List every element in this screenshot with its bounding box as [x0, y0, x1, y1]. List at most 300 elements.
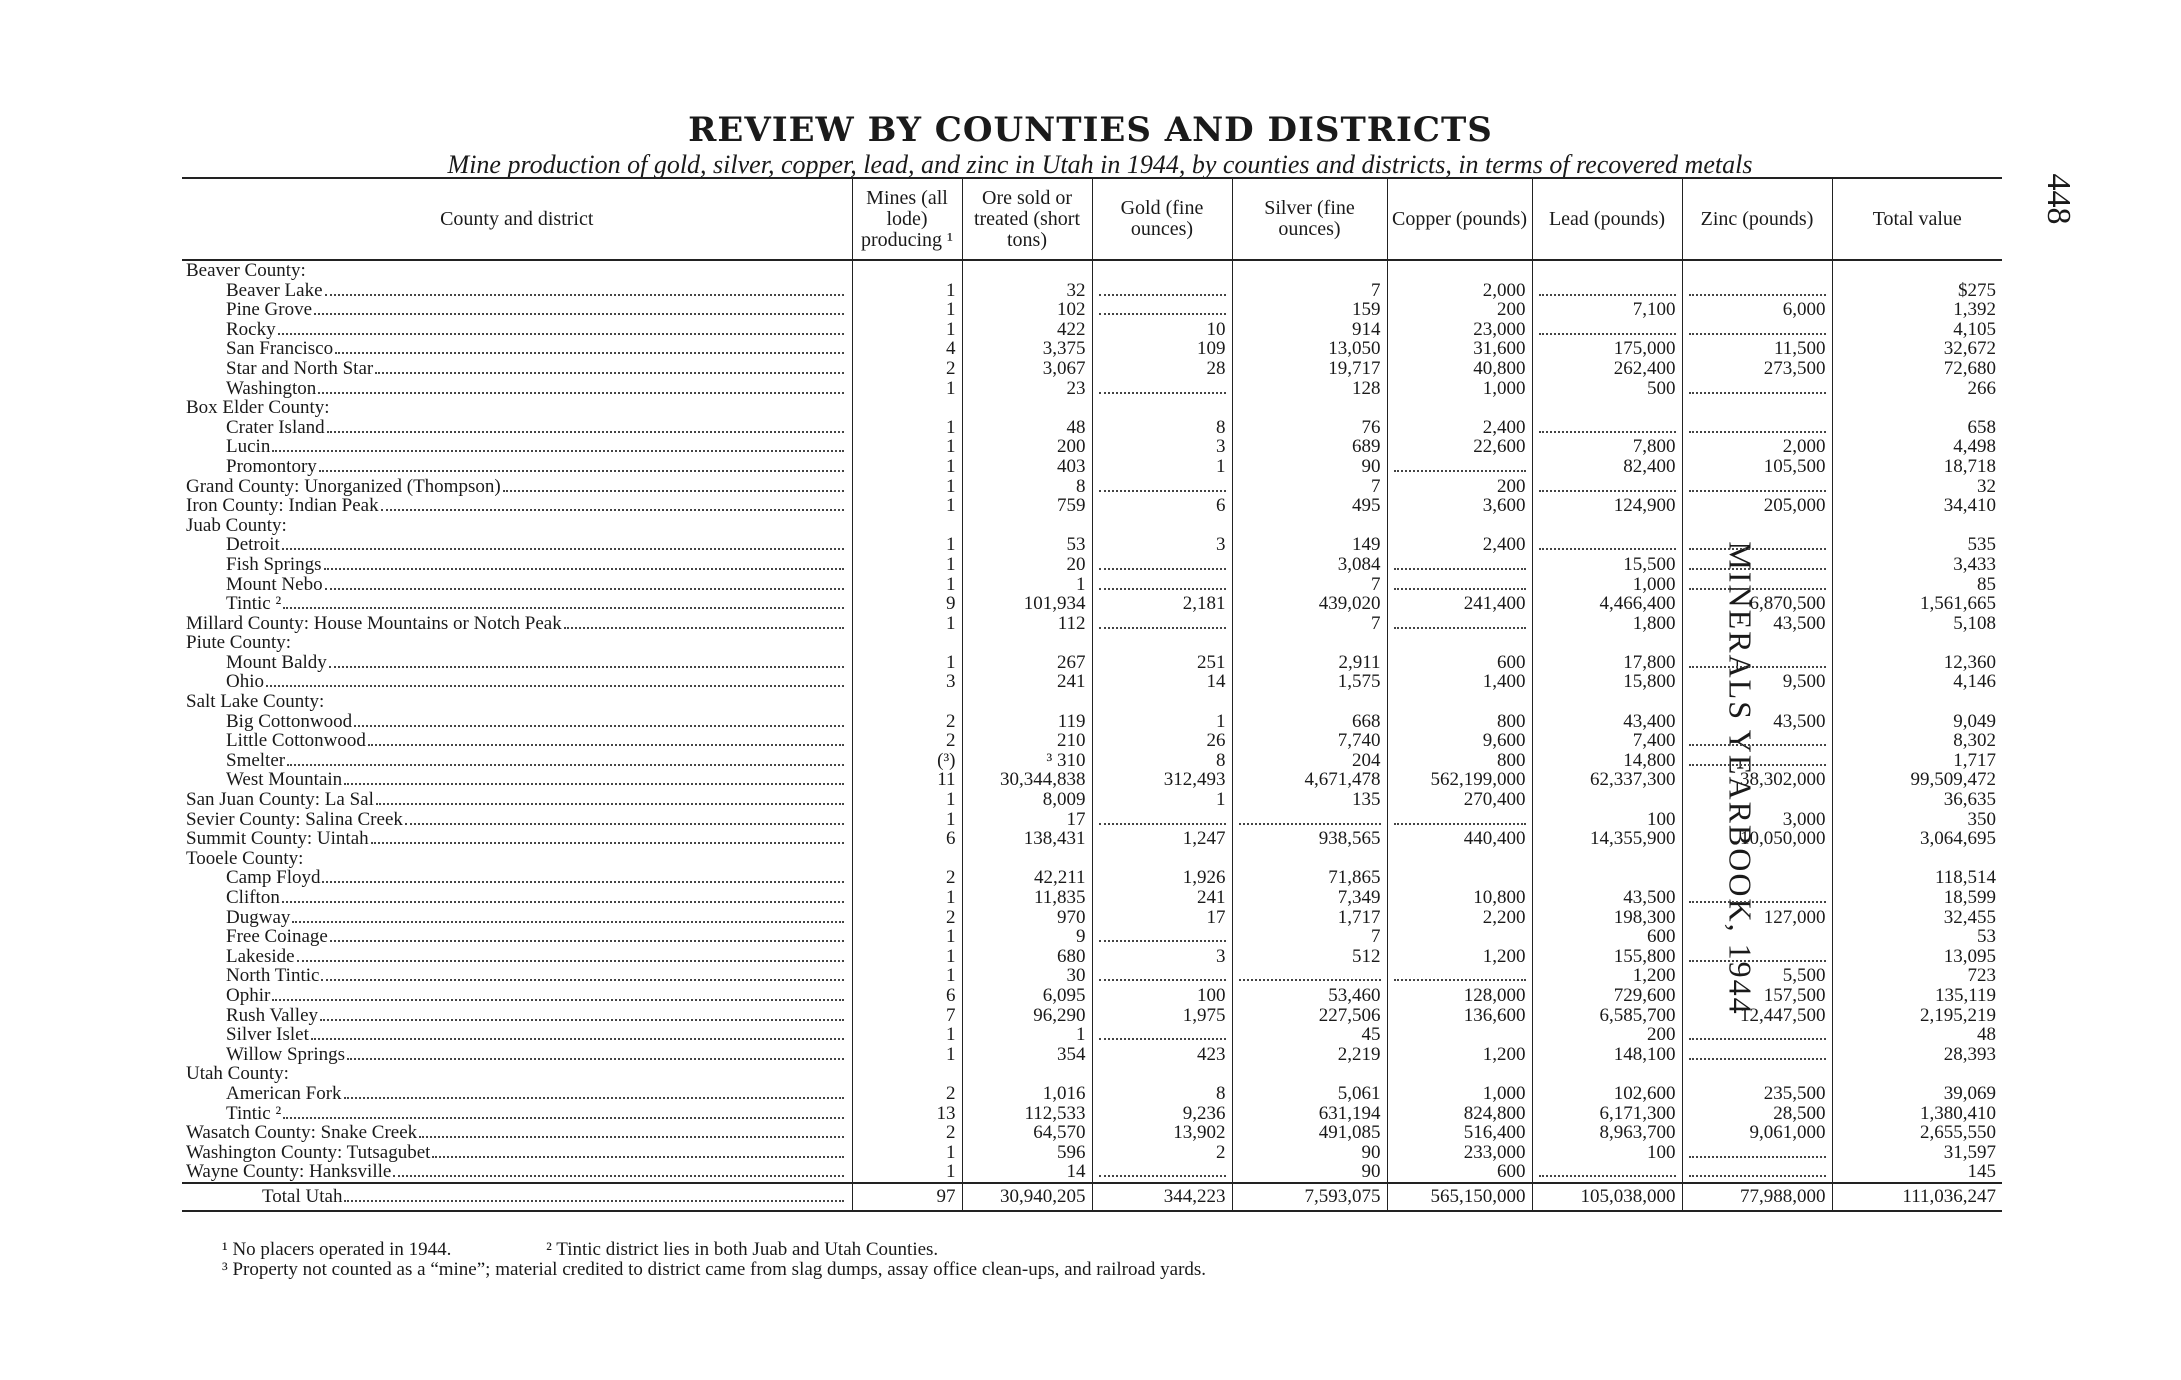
cell-lead: 6,585,700: [1532, 1006, 1682, 1026]
empty-dash: [1539, 324, 1676, 335]
empty-dash: [1099, 1029, 1226, 1040]
cell-silver: [1232, 633, 1387, 653]
cell-total: 32: [1832, 477, 2002, 497]
col-header-ore: Ore sold or treated (short tons): [962, 179, 1092, 260]
cell-ore: 759: [962, 496, 1092, 516]
cell-gold: [1092, 260, 1232, 281]
cell-gold: 251: [1092, 653, 1232, 673]
cell-mines: 1: [852, 300, 962, 320]
table-row: [182, 614, 2002, 634]
empty-dash: [1239, 970, 1381, 981]
empty-dash: [1689, 579, 1826, 590]
row-name: Promontory: [226, 456, 317, 477]
cell-copper: [1387, 966, 1532, 986]
table-row: [182, 300, 2002, 320]
cell-gold: [1092, 1064, 1232, 1084]
leader-dots: [282, 901, 844, 903]
cell-total: 34,410: [1832, 496, 2002, 516]
cell-ore: 138,431: [962, 829, 1092, 849]
empty-dash: [1394, 618, 1526, 629]
cell-total: 658: [1832, 418, 2002, 438]
cell-mines: 2: [852, 731, 962, 751]
cell-total: 3,433: [1832, 555, 2002, 575]
cell-zinc: [1682, 692, 1832, 712]
cell-mines: 97: [852, 1183, 962, 1211]
cell-copper: [1387, 516, 1532, 536]
cell-ore: 970: [962, 908, 1092, 928]
cell-mines: 1: [852, 927, 962, 947]
cell-zinc: [1682, 849, 1832, 869]
cell-mines: 1: [852, 1045, 962, 1065]
table-row: [182, 908, 2002, 928]
leader-dots: [344, 1200, 843, 1202]
cell-silver: 689: [1232, 437, 1387, 457]
cell-silver: 491,085: [1232, 1123, 1387, 1143]
cell-total: 13,095: [1832, 947, 2002, 967]
cell-zinc: [1682, 653, 1832, 673]
footnotes: [222, 1240, 1922, 1280]
cell-copper: 1,200: [1387, 1045, 1532, 1065]
cell-total: [1832, 516, 2002, 536]
cell-total: 32,455: [1832, 908, 2002, 928]
empty-dash: [1099, 559, 1226, 570]
cell-copper: [1387, 614, 1532, 634]
cell-zinc: 9,061,000: [1682, 1123, 1832, 1143]
cell-copper: 565,150,000: [1387, 1183, 1532, 1211]
cell-zinc: [1682, 477, 1832, 497]
cell-zinc: [1682, 418, 1832, 438]
cell-ore: [962, 260, 1092, 281]
cell-mines: 6: [852, 829, 962, 849]
cell-copper: 9,600: [1387, 731, 1532, 751]
cell-ore: 112: [962, 614, 1092, 634]
cell-lead: [1532, 633, 1682, 653]
table-row: [182, 260, 2002, 281]
running-head: MINERALS YEARBOOK, 1944: [1722, 541, 1759, 1016]
cell-zinc: 43,500: [1682, 614, 1832, 634]
cell-copper: 440,400: [1387, 829, 1532, 849]
cell-copper: 562,199,000: [1387, 770, 1532, 790]
cell-gold: [1092, 692, 1232, 712]
empty-dash: [1394, 579, 1526, 590]
cell-mines: 1: [852, 437, 962, 457]
cell-mines: 1: [852, 1162, 962, 1183]
cell-total: 266: [1832, 379, 2002, 399]
row-name: Detroit: [226, 535, 280, 555]
cell-gold: 3: [1092, 947, 1232, 967]
cell-lead: 7,100: [1532, 300, 1682, 320]
cell-ore: 200: [962, 437, 1092, 457]
cell-ore: [962, 692, 1092, 712]
cell-zinc: 127,000: [1682, 908, 1832, 928]
total-row: [182, 1183, 2002, 1211]
cell-ore: 11,835: [962, 888, 1092, 908]
footnote-1: ¹ No placers operated in 1944.: [222, 1239, 452, 1260]
row-name: Beaver Lake: [226, 280, 323, 301]
cell-silver: 439,020: [1232, 594, 1387, 614]
cell-total: [1832, 1064, 2002, 1084]
cell-ore: 32: [962, 281, 1092, 301]
cell-ore: 119: [962, 712, 1092, 732]
cell-gold: [1092, 281, 1232, 301]
cell-gold: [1092, 633, 1232, 653]
empty-dash: [1539, 285, 1676, 296]
table-row: [182, 516, 2002, 536]
table-row: [182, 1006, 2002, 1026]
cell-mines: 2: [852, 712, 962, 732]
row-name: Little Cottonwood: [226, 731, 366, 751]
cell-gold: 109: [1092, 339, 1232, 359]
cell-zinc: [1682, 868, 1832, 888]
cell-mines: 1: [852, 790, 962, 810]
cell-silver: [1232, 398, 1387, 418]
cell-silver: [1232, 849, 1387, 869]
cell-zinc: [1682, 633, 1832, 653]
cell-silver: 3,084: [1232, 555, 1387, 575]
table-row: [182, 849, 2002, 869]
leader-dots: [393, 1175, 843, 1177]
cell-copper: 824,800: [1387, 1104, 1532, 1124]
cell-zinc: [1682, 751, 1832, 771]
cell-gold: 1,926: [1092, 868, 1232, 888]
cell-copper: 600: [1387, 1162, 1532, 1183]
cell-mines: 2: [852, 868, 962, 888]
cell-silver: 7,740: [1232, 731, 1387, 751]
empty-dash: [1689, 1147, 1826, 1158]
cell-mines: 1: [852, 320, 962, 340]
row-name: Camp Floyd: [226, 868, 321, 888]
cell-mines: 1: [852, 1025, 962, 1045]
cell-total: 8,302: [1832, 731, 2002, 751]
cell-silver: 227,506: [1232, 1006, 1387, 1026]
leader-dots: [371, 842, 844, 844]
leader-dots: [322, 881, 843, 883]
cell-silver: 7: [1232, 575, 1387, 595]
cell-total: 2,195,219: [1832, 1006, 2002, 1026]
cell-gold: 2: [1092, 1143, 1232, 1163]
cell-copper: [1387, 692, 1532, 712]
leader-dots: [347, 1058, 843, 1060]
cell-total: [1832, 849, 2002, 869]
row-name: Sevier County: Salina Creek: [186, 809, 403, 830]
cell-gold: 1: [1092, 712, 1232, 732]
cell-mines: 1: [852, 477, 962, 497]
cell-silver: 668: [1232, 712, 1387, 732]
leader-dots: [344, 783, 843, 785]
cell-mines: 1: [852, 947, 962, 967]
cell-mines: 1: [852, 379, 962, 399]
cell-zinc: 77,988,000: [1682, 1183, 1832, 1211]
cell-ore: 30: [962, 966, 1092, 986]
cell-gold: [1092, 516, 1232, 536]
cell-silver: 512: [1232, 947, 1387, 967]
leader-dots: [283, 607, 843, 609]
cell-mines: 2: [852, 1123, 962, 1143]
cell-ore: 267: [962, 653, 1092, 673]
cell-gold: 344,223: [1092, 1183, 1232, 1211]
row-name: Big Cottonwood: [226, 711, 353, 732]
cell-ore: 102: [962, 300, 1092, 320]
cell-total: 4,498: [1832, 437, 2002, 457]
cell-copper: [1387, 633, 1532, 653]
cell-copper: 2,400: [1387, 535, 1532, 555]
cell-lead: [1532, 418, 1682, 438]
row-name: North Tintic: [226, 966, 320, 986]
cell-total: 18,718: [1832, 457, 2002, 477]
table-row: [182, 1162, 2002, 1183]
leader-dots: [344, 1097, 844, 1099]
cell-copper: 10,800: [1387, 888, 1532, 908]
empty-dash: [1099, 1166, 1226, 1177]
table-row: [182, 1045, 2002, 1065]
table-row: [182, 770, 2002, 790]
cell-silver: 53,460: [1232, 986, 1387, 1006]
cell-lead: 43,500: [1532, 888, 1682, 908]
cell-zinc: [1682, 947, 1832, 967]
table-row: [182, 555, 2002, 575]
cell-copper: 600: [1387, 653, 1532, 673]
table-row: [182, 653, 2002, 673]
cell-copper: 1,000: [1387, 379, 1532, 399]
cell-zinc: 2,000: [1682, 437, 1832, 457]
table-row: [182, 398, 2002, 418]
leader-dots: [376, 803, 844, 805]
cell-lead: [1532, 260, 1682, 281]
cell-lead: 4,466,400: [1532, 594, 1682, 614]
cell-lead: 100: [1532, 810, 1682, 830]
cell-gold: 8: [1092, 751, 1232, 771]
cell-gold: [1092, 300, 1232, 320]
leader-dots: [320, 1019, 843, 1021]
cell-zinc: 3,000: [1682, 810, 1832, 830]
cell-mines: [852, 1064, 962, 1084]
cell-ore: 680: [962, 947, 1092, 967]
leader-dots: [405, 823, 844, 825]
leader-dots: [419, 1136, 843, 1138]
cell-gold: 241: [1092, 888, 1232, 908]
row-name: Mount Baldy: [226, 652, 327, 673]
cell-ore: 1: [962, 1025, 1092, 1045]
cell-gold: 17: [1092, 908, 1232, 928]
leader-dots: [329, 666, 844, 668]
cell-gold: [1092, 849, 1232, 869]
cell-silver: 159: [1232, 300, 1387, 320]
cell-copper: 31,600: [1387, 339, 1532, 359]
cell-lead: [1532, 535, 1682, 555]
table-row: [182, 1064, 2002, 1084]
row-name: Rocky: [226, 319, 276, 340]
cell-mines: 1: [852, 535, 962, 555]
cell-total: 39,069: [1832, 1084, 2002, 1104]
cell-total: 31,597: [1832, 1143, 2002, 1163]
empty-dash: [1689, 735, 1826, 746]
empty-dash: [1239, 814, 1381, 825]
cell-gold: 1: [1092, 790, 1232, 810]
cell-lead: 6,171,300: [1532, 1104, 1682, 1124]
cell-lead: 1,200: [1532, 966, 1682, 986]
cell-gold: [1092, 398, 1232, 418]
cell-gold: 423: [1092, 1045, 1232, 1065]
cell-silver: 1,575: [1232, 672, 1387, 692]
row-name: Ohio: [226, 672, 264, 693]
cell-lead: 43,400: [1532, 712, 1682, 732]
row-name: Millard County: House Mountains or Notch Peak: [186, 613, 562, 634]
row-name: Wasatch County: Snake Creek: [186, 1123, 418, 1143]
row-name: San Francisco: [226, 339, 334, 359]
cell-ore: 30,344,838: [962, 770, 1092, 790]
cell-copper: 516,400: [1387, 1123, 1532, 1143]
empty-dash: [1689, 559, 1826, 570]
footnote-2: ² Tintic district lies in both Juab and Utah Counties.: [546, 1239, 939, 1260]
cell-copper: 40,800: [1387, 359, 1532, 379]
empty-dash: [1099, 579, 1226, 590]
cell-copper: 800: [1387, 751, 1532, 771]
cell-ore: 64,570: [962, 1123, 1092, 1143]
table-row: [182, 320, 2002, 340]
row-name: Grand County: Unorganized (Thompson): [186, 476, 501, 497]
cell-lead: [1532, 1162, 1682, 1183]
cell-mines: 2: [852, 908, 962, 928]
cell-silver: [1232, 810, 1387, 830]
cell-silver: 45: [1232, 1025, 1387, 1045]
leader-dots: [324, 568, 844, 570]
row-name: West Mountain: [226, 770, 343, 791]
cell-lead: 198,300: [1532, 908, 1682, 928]
cell-mines: 1: [852, 555, 962, 575]
cell-silver: [1232, 1064, 1387, 1084]
cell-mines: 7: [852, 1006, 962, 1026]
cell-silver: [1232, 966, 1387, 986]
cell-mines: 1: [852, 1143, 962, 1163]
cell-copper: [1387, 927, 1532, 947]
empty-dash: [1689, 657, 1826, 668]
table-row: [182, 281, 2002, 301]
row-name: Fish Springs: [226, 554, 322, 575]
table-body: [182, 260, 2002, 1211]
cell-gold: 6: [1092, 496, 1232, 516]
cell-silver: 7: [1232, 927, 1387, 947]
cell-lead: 15,500: [1532, 555, 1682, 575]
leader-dots: [319, 470, 844, 472]
cell-silver: 135: [1232, 790, 1387, 810]
cell-mines: 1: [852, 614, 962, 634]
cell-lead: 600: [1532, 927, 1682, 947]
row-name: Total Utah: [262, 1186, 343, 1208]
leader-dots: [297, 960, 844, 962]
table-row: [182, 1143, 2002, 1163]
empty-dash: [1689, 422, 1826, 433]
cell-silver: 7,349: [1232, 888, 1387, 908]
cell-mines: 1: [852, 418, 962, 438]
table-row: [182, 868, 2002, 888]
col-header-lead: Lead (pounds): [1532, 179, 1682, 260]
table-row: [182, 535, 2002, 555]
table-row: [182, 927, 2002, 947]
cell-lead: [1532, 516, 1682, 536]
cell-lead: 7,400: [1532, 731, 1682, 751]
cell-copper: [1387, 575, 1532, 595]
table-row: [182, 1104, 2002, 1124]
col-header-gold: Gold (fine ounces): [1092, 179, 1232, 260]
cell-zinc: 105,500: [1682, 457, 1832, 477]
leader-dots: [292, 921, 843, 923]
cell-total: 723: [1832, 966, 2002, 986]
cell-zinc: [1682, 575, 1832, 595]
cell-total: 99,509,472: [1832, 770, 2002, 790]
cell-lead: 17,800: [1532, 653, 1682, 673]
cell-mines: 4: [852, 339, 962, 359]
cell-ore: 53: [962, 535, 1092, 555]
cell-gold: 13,902: [1092, 1123, 1232, 1143]
cell-total: 18,599: [1832, 888, 2002, 908]
cell-zinc: [1682, 281, 1832, 301]
cell-total: $275: [1832, 281, 2002, 301]
cell-zinc: 205,000: [1682, 496, 1832, 516]
table-row: [182, 829, 2002, 849]
row-name: Silver Islet: [226, 1025, 309, 1045]
cell-ore: 9: [962, 927, 1092, 947]
cell-total: 535: [1832, 535, 2002, 555]
cell-total: 1,561,665: [1832, 594, 2002, 614]
empty-dash: [1689, 1049, 1826, 1060]
cell-gold: [1092, 1025, 1232, 1045]
row-name: Crater Island: [226, 417, 325, 438]
cell-zinc: 38,302,000: [1682, 770, 1832, 790]
cell-copper: [1387, 849, 1532, 869]
cell-mines: 11: [852, 770, 962, 790]
cell-lead: 15,800: [1532, 672, 1682, 692]
table-row: [182, 692, 2002, 712]
cell-mines: 1: [852, 966, 962, 986]
cell-ore: 23: [962, 379, 1092, 399]
empty-dash: [1689, 951, 1826, 962]
cell-zinc: [1682, 260, 1832, 281]
leader-dots: [375, 372, 843, 374]
table-row: [182, 947, 2002, 967]
cell-mines: 1: [852, 281, 962, 301]
cell-total: 5,108: [1832, 614, 2002, 634]
cell-mines: [852, 260, 962, 281]
cell-gold: 28: [1092, 359, 1232, 379]
cell-mines: 1: [852, 810, 962, 830]
production-table: [182, 177, 2002, 1212]
table-row: [182, 672, 2002, 692]
table-row: [182, 1123, 2002, 1143]
empty-dash: [1539, 1166, 1676, 1177]
leader-dots: [287, 764, 843, 766]
row-name: Juab County:: [186, 515, 287, 536]
cell-mines: [852, 516, 962, 536]
cell-gold: [1092, 927, 1232, 947]
cell-ore: 20: [962, 555, 1092, 575]
leader-dots: [354, 725, 843, 727]
cell-zinc: 235,500: [1682, 1084, 1832, 1104]
cell-copper: 270,400: [1387, 790, 1532, 810]
cell-mines: (³): [852, 751, 962, 771]
row-name: Lucin: [226, 437, 271, 457]
cell-lead: 262,400: [1532, 359, 1682, 379]
cell-total: 28,393: [1832, 1045, 2002, 1065]
col-header-total: Total value: [1832, 179, 2002, 260]
cell-zinc: [1682, 555, 1832, 575]
cell-lead: 7,800: [1532, 437, 1682, 457]
row-name: Dugway: [226, 907, 291, 928]
cell-copper: 233,000: [1387, 1143, 1532, 1163]
cell-zinc: 6,870,500: [1682, 594, 1832, 614]
cell-total: 145: [1832, 1162, 2002, 1183]
row-name: Salt Lake County:: [186, 692, 325, 712]
cell-gold: 8: [1092, 1084, 1232, 1104]
